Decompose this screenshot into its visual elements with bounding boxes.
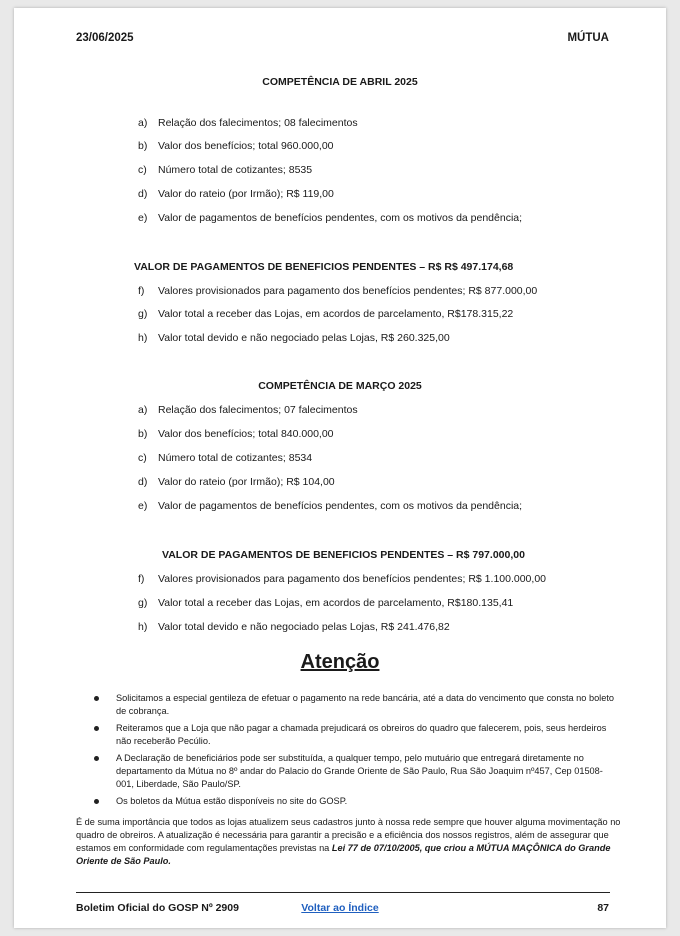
item-text: Valor total a receber das Lojas, em acordos de parcelamento, R$180.135,41 [158, 597, 514, 609]
attention-title: Atenção [300, 651, 380, 673]
item-letter: h) [138, 621, 148, 633]
list-item [138, 140, 334, 152]
page-number: 87 [597, 902, 609, 914]
item-letter: h) [138, 332, 148, 344]
list-item [138, 452, 312, 464]
item-text: Relação dos falecimentos; 08 falecimentos [158, 117, 358, 129]
bullet-icon [94, 726, 99, 731]
item-letter: g) [138, 597, 148, 609]
bullet-icon [94, 756, 99, 761]
item-text: Valor total devido e não negociado pelas Lojas, R$ 241.476,82 [158, 621, 450, 633]
list-item [138, 117, 358, 129]
closing-paragraph [76, 816, 626, 868]
back-to-index-link[interactable]: Voltar ao Índice [301, 902, 379, 914]
list-item [138, 285, 537, 297]
item-text: Valor de pagamentos de benefícios pendentes, com os motivos da pendência; [158, 212, 523, 224]
march-pending-title: VALOR DE PAGAMENTOS DE BENEFICIOS PENDENTES – R$ 797.000,00 [162, 549, 525, 561]
document-page [14, 8, 666, 928]
bullet-icon [94, 799, 99, 804]
item-text: Valor de pagamentos de benefícios pendentes, com os motivos da pendência; [158, 500, 523, 512]
item-letter: g) [138, 308, 148, 320]
header-date: 23/06/2025 [76, 32, 134, 44]
item-letter: b) [138, 428, 148, 440]
list-item [138, 212, 522, 224]
march-title: COMPETÊNCIA DE MARÇO 2025 [258, 380, 422, 392]
list-item [138, 573, 546, 585]
item-letter: f) [138, 573, 145, 585]
list-item [138, 428, 334, 440]
item-letter: f) [138, 285, 145, 297]
april-pending-title: VALOR DE PAGAMENTOS DE BENEFICIOS PENDENTES – R$ R$ 497.174,68 [134, 261, 514, 273]
bullet-text: Solicitamos a especial gentileza de efetuar o pagamento na rede bancária, até a data do vencimento que consta no boleto de cobrança. [116, 693, 614, 716]
item-letter: a) [138, 404, 148, 416]
april-title: COMPETÊNCIA DE ABRIL 2025 [262, 76, 418, 88]
footer-divider [76, 892, 610, 893]
list-item [138, 621, 450, 633]
footer-publication: Boletim Oficial do GOSP Nº 2909 [76, 902, 239, 914]
list-item [138, 308, 513, 320]
list-item [138, 332, 450, 344]
paragraph-text: É de suma importância que todos as lojas atualizem seus cadastros junto à nossa rede sempre que houver alguma movimentação no quadro de obreiros. A atualização é necessária para garantir a precisão e a eficiência dos nossos registros, além de assegurar que estamos em conformidade com regulamentações previstas na [76, 817, 621, 853]
item-text: Valor total a receber das Lojas, em acordos de parcelamento, R$178.315,22 [158, 308, 514, 320]
bullet-text: A Declaração de beneficiários pode ser substituída, a qualquer tempo, pelo mutuário que entregará diretamente no departamento da Mútua no 8º andar do Palacio do Grande Oriente de São Paulo, Rua São Joaquim nº457, Cep 01508-001, Liberdade, São Paulo/SP. [116, 753, 603, 789]
list-item [138, 597, 513, 609]
law-reference: Lei 77 de 07/10/2005, que criou a MÚTUA MAÇÔNICA do Grande Oriente de São Paulo. [76, 843, 611, 866]
item-text: Valores provisionados para pagamento dos benefícios pendentes; R$ 1.100.000,00 [158, 573, 546, 585]
list-item [138, 404, 358, 416]
item-text: Valor do rateio (por Irmão); R$ 104,00 [158, 476, 335, 488]
bullet-item [94, 722, 614, 748]
list-item [138, 164, 312, 176]
list-item [138, 500, 522, 512]
bullet-text: Reiteramos que a Loja que não pagar a chamada prejudicará os obreiros do quadro que falecerem, pois, seus herdeiros não receberão Pecúlio. [116, 723, 607, 746]
list-item [138, 476, 335, 488]
footer-link-container [14, 902, 666, 914]
item-letter: c) [138, 452, 147, 464]
item-text: Relação dos falecimentos; 07 falecimentos [158, 404, 358, 416]
header-brand: MÚTUA [567, 32, 609, 44]
item-text: Valor dos benefícios; total 960.000,00 [158, 140, 334, 152]
bullet-item [94, 795, 614, 808]
item-letter: e) [138, 212, 148, 224]
bullet-item [94, 752, 614, 791]
attention-bullets [94, 692, 614, 812]
list-item [138, 188, 334, 200]
item-text: Valores provisionados para pagamento dos benefícios pendentes; R$ 877.000,00 [158, 285, 538, 297]
item-text: Número total de cotizantes; 8535 [158, 164, 313, 176]
item-letter: a) [138, 117, 148, 129]
item-text: Valor dos benefícios; total 840.000,00 [158, 428, 334, 440]
item-text: Valor total devido e não negociado pelas Lojas, R$ 260.325,00 [158, 332, 450, 344]
bullet-icon [94, 696, 99, 701]
item-letter: b) [138, 140, 148, 152]
bullet-item [94, 692, 614, 718]
item-text: Número total de cotizantes; 8534 [158, 452, 313, 464]
item-letter: e) [138, 500, 148, 512]
item-letter: d) [138, 476, 148, 488]
bullet-text: Os boletos da Mútua estão disponíveis no site do GOSP. [116, 796, 348, 806]
item-letter: c) [138, 164, 147, 176]
item-letter: d) [138, 188, 148, 200]
item-text: Valor do rateio (por Irmão); R$ 119,00 [158, 188, 334, 200]
